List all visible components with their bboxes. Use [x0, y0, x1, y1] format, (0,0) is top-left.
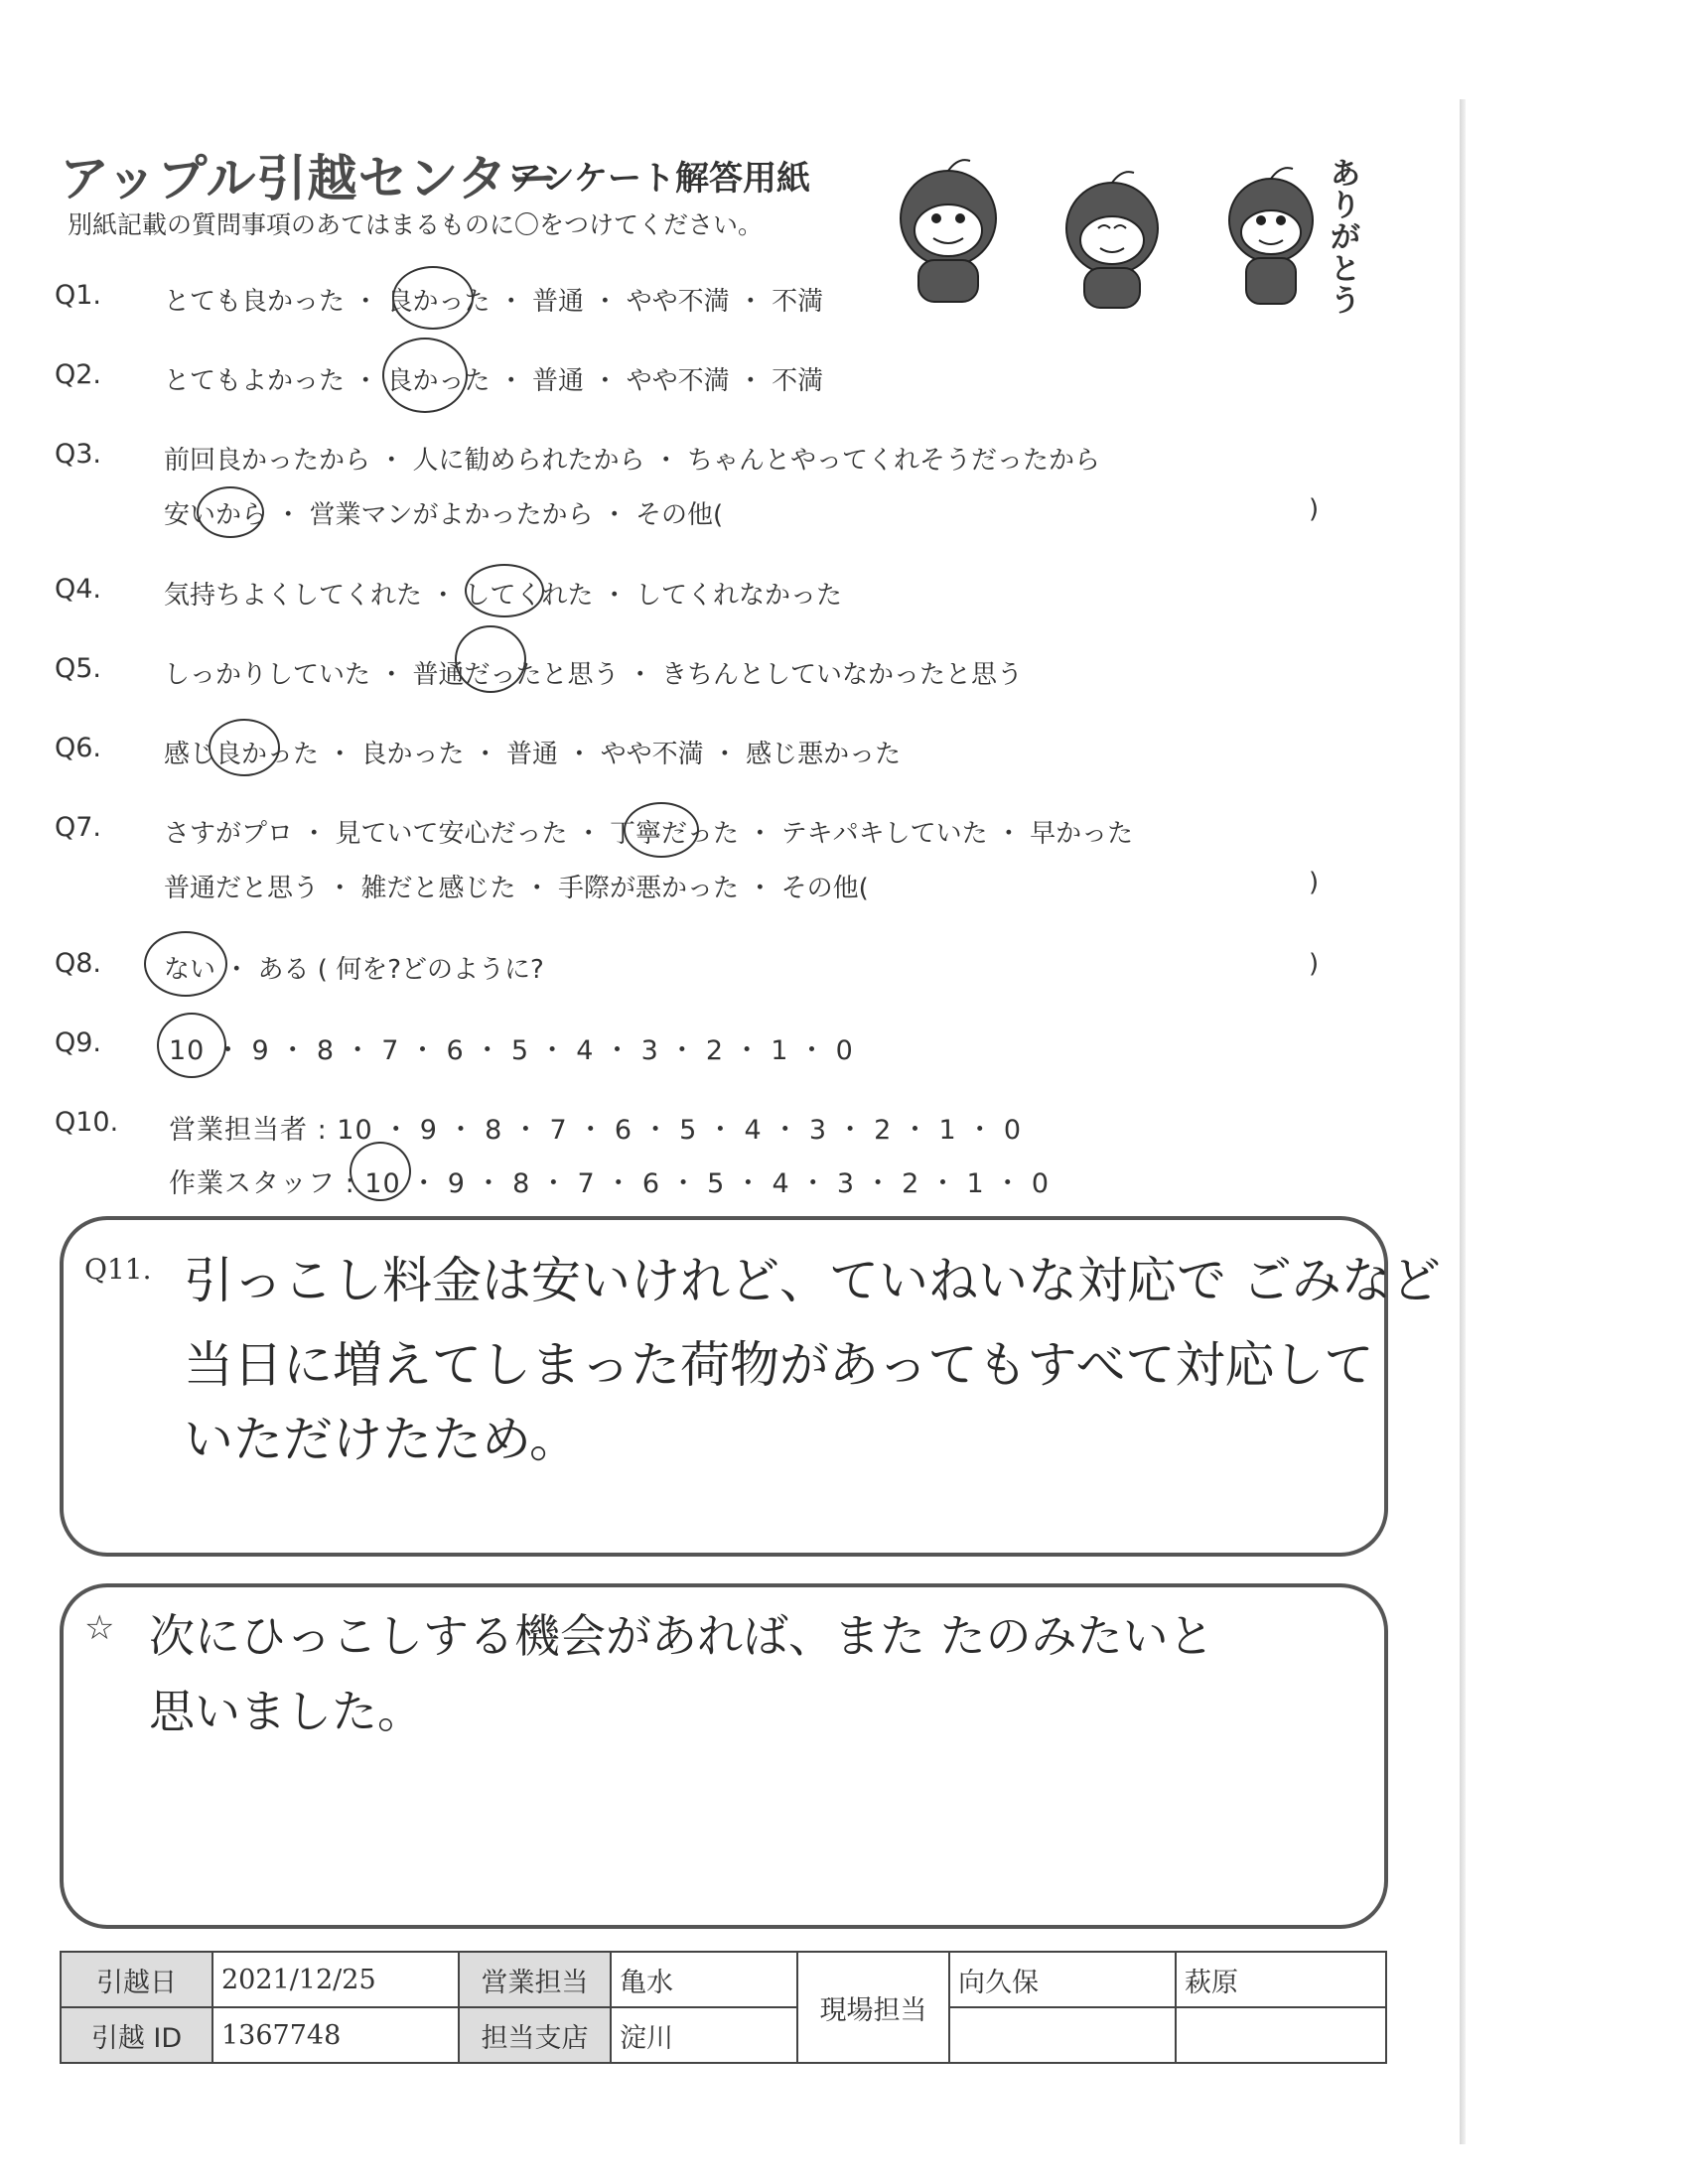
star-icon: ☆: [84, 1608, 115, 1648]
instruction-text: 別紙記載の質問事項のあてはまるものに〇をつけてください。: [68, 210, 764, 239]
q3-options-line1[interactable]: 前回良かったから ・ 人に勧められたから ・ ちゃんとやってくれそうだったから: [164, 446, 1101, 476]
q8-options[interactable]: ない ・ ある ( 何を?どのように?: [164, 955, 544, 985]
branch-value: 淀川: [611, 2007, 797, 2063]
q9-label: Q9.: [55, 1027, 102, 1058]
branch-label: 担当支店: [459, 2007, 611, 2063]
page-edge: [1460, 99, 1466, 2144]
form-subtitle: アンケート解答用紙: [508, 159, 810, 199]
q2-options[interactable]: とてもよかった ・ 良かった ・ 普通 ・ やや不満 ・ 不満: [164, 366, 824, 396]
company-title: アップル引越センター: [60, 150, 559, 207]
move-date-value: 2021/12/25: [212, 1952, 459, 2007]
q10-staff-scale[interactable]: 作業スタッフ : 10 ・ 9 ・ 8 ・ 7 ・ 6 ・ 5 ・ 4 ・ 3 ・ 2 ・ 1 ・ 0: [169, 1168, 1051, 1199]
sales-rep-label: 営業担当: [459, 1952, 611, 2007]
q3-options-line2[interactable]: 安いから ・ 営業マンがよかったから ・ その他(: [164, 500, 724, 530]
q5-options[interactable]: しっかりしていた ・ 普通だったと思う ・ きちんとしていなかったと思う: [164, 660, 1024, 690]
q9-scale[interactable]: 10 ・ 9 ・ 8 ・ 7 ・ 6 ・ 5 ・ 4 ・ 3 ・ 2 ・ 1 ・ 0: [169, 1035, 854, 1066]
q7-options-line1[interactable]: さすがプロ ・ 見ていて安心だった ・ 丁寧だった ・ テキパキしていた ・ 早かった: [164, 819, 1134, 849]
q1-label: Q1.: [55, 280, 102, 311]
q8-close-paren: ): [1309, 949, 1320, 979]
site-staff-label: 現場担当: [797, 1952, 949, 2063]
q4-selected-mark: [465, 564, 544, 617]
monkey-icon: [1066, 172, 1158, 308]
q10-selected-mark: [350, 1142, 411, 1201]
move-id-label: 引越 ID: [61, 2007, 212, 2063]
q2-label: Q2.: [55, 359, 102, 390]
q6-selected-mark: [209, 719, 280, 776]
star-handwritten-line2: 思いました。: [149, 1685, 423, 1738]
q3-label: Q3.: [55, 439, 102, 470]
q1-options[interactable]: とても良かった ・ 良かった ・ 普通 ・ やや不満 ・ 不満: [164, 287, 824, 317]
move-info-table: [60, 1951, 1387, 2064]
star-handwritten-line1: 次にひっこしする機会があれば、また たのみたいと: [149, 1609, 1214, 1663]
q10-sales-scale[interactable]: 営業担当者 : 10 ・ 9 ・ 8 ・ 7 ・ 6 ・ 5 ・ 4 ・ 3 ・ 2 ・ 1 ・ 0: [169, 1115, 1023, 1146]
table-row: [61, 1952, 1386, 2007]
q7-close-paren: ): [1309, 868, 1320, 897]
q11-handwritten-line2: 当日に増えてしまった荷物があってもすべて対応して: [184, 1336, 1374, 1394]
site-staff-empty-cell: [949, 2007, 1176, 2063]
q7-options-line2[interactable]: 普通だと思う ・ 雑だと感じた ・ 手際が悪かった ・ その他(: [164, 874, 869, 903]
q7-selected-mark: [624, 802, 699, 858]
q11-label: Q11.: [84, 1253, 152, 1286]
mascot-caption: ありがとう: [1331, 157, 1360, 319]
q11-handwritten-line3: いただけたため。: [184, 1411, 579, 1468]
q2-selected-mark: [382, 338, 468, 413]
monkey-icon: [1229, 168, 1313, 304]
q6-label: Q6.: [55, 733, 102, 763]
mascot-illustration: [864, 149, 1360, 323]
q6-options[interactable]: 感じ良かった ・ 良かった ・ 普通 ・ やや不満 ・ 感じ悪かった: [164, 740, 902, 769]
q5-label: Q5.: [55, 653, 102, 684]
q11-handwritten-line1: 引っこし料金は安いけれど、ていねいな対応で ごみなど: [184, 1252, 1441, 1309]
q1-selected-mark: [392, 266, 474, 330]
site-staff-1-value: 向久保: [949, 1952, 1176, 2007]
q3-close-paren: ): [1309, 494, 1320, 524]
monkey-icon: [901, 160, 996, 302]
site-staff-empty-cell: [1176, 2007, 1386, 2063]
table-row: [61, 2007, 1386, 2063]
q9-selected-mark: [157, 1013, 226, 1078]
q3-selected-mark: [197, 486, 264, 538]
move-id-value: 1367748: [212, 2007, 459, 2063]
q5-selected-mark: [455, 625, 526, 693]
sales-rep-value: 亀水: [611, 1952, 797, 2007]
q8-label: Q8.: [55, 948, 102, 979]
move-date-label: 引越日: [61, 1952, 212, 2007]
q7-label: Q7.: [55, 812, 102, 843]
site-staff-2-value: 萩原: [1176, 1952, 1386, 2007]
q10-label: Q10.: [55, 1107, 119, 1138]
q8-selected-mark: [144, 931, 227, 997]
q4-label: Q4.: [55, 574, 102, 605]
q4-options[interactable]: 気持ちよくしてくれた ・ してくれた ・ してくれなかった: [164, 581, 843, 611]
